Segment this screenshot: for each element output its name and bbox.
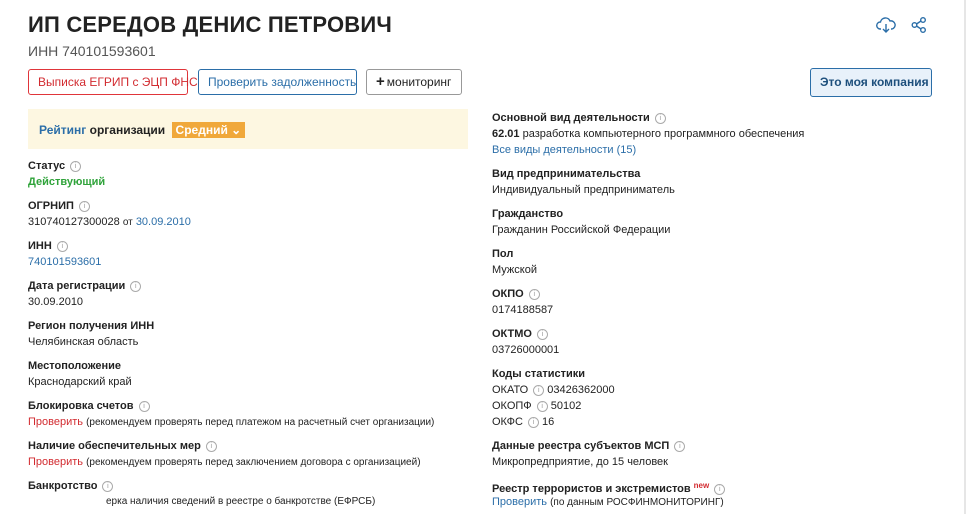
info-icon[interactable]: i <box>537 329 548 340</box>
inn-label: ИНН <box>28 240 52 252</box>
okfs-label: ОКФС <box>492 416 523 428</box>
info-icon[interactable]: i <box>70 161 81 172</box>
status-field <box>28 158 468 190</box>
account-block-label: Блокировка счетов <box>28 400 134 412</box>
inn-subtitle: ИНН 740101593601 <box>28 43 156 59</box>
okopf-value: 50102 <box>550 400 582 412</box>
info-icon[interactable]: i <box>139 401 150 412</box>
bankruptcy-label: Банкротство <box>28 480 98 492</box>
info-icon[interactable]: i <box>537 401 548 412</box>
account-block-field <box>28 398 468 430</box>
info-icon[interactable]: i <box>674 441 685 452</box>
status-value: Действующий <box>28 176 106 188</box>
entrepreneur-field <box>492 166 932 198</box>
chevron-down-icon: ⌄ <box>231 123 242 137</box>
left-column <box>28 158 468 510</box>
security-measures-field <box>28 438 468 470</box>
regdate-value: 30.09.2010 <box>28 296 84 308</box>
citizenship-value: Гражданин Российской Федерации <box>492 224 671 236</box>
entrepreneur-value: Индивидуальный предприниматель <box>492 184 675 196</box>
terror-registry-field <box>492 478 932 510</box>
info-icon[interactable]: i <box>79 201 90 212</box>
region-label: Регион получения ИНН <box>28 320 155 332</box>
regdate-field <box>28 278 468 310</box>
account-block-note: (рекомендуем проверять перед платежом на расчетный счет организации) <box>86 417 435 428</box>
msp-field <box>492 438 932 470</box>
okopf-label: ОКОПФ <box>492 400 532 412</box>
share-icon[interactable] <box>910 16 930 34</box>
check-debt-button[interactable]: Проверить задолженность <box>198 69 357 95</box>
ogrnip-value: 310740127300028 <box>28 216 120 228</box>
region-field <box>28 318 468 350</box>
ogrnip-label: ОГРНИП <box>28 200 74 212</box>
okfs-value: 16 <box>541 416 555 428</box>
terror-registry-check-link[interactable]: Проверить <box>492 496 548 508</box>
location-value: Краснодарский край <box>28 376 132 388</box>
activity-text: разработка компьютерного программного обеспечения <box>522 128 805 140</box>
header-actions <box>876 16 930 34</box>
terror-registry-label: Реестр террористов и экстремистов <box>492 483 691 495</box>
new-badge: new <box>693 481 710 490</box>
monitoring-label: мониторинг <box>386 75 452 89</box>
gender-field <box>492 246 932 278</box>
rating-panel <box>28 109 468 149</box>
egrip-extract-button[interactable]: Выписка ЕГРИП с ЭЦП ФНС <box>28 69 188 95</box>
info-icon[interactable]: i <box>533 385 544 396</box>
account-block-check-link[interactable]: Проверить <box>28 416 84 428</box>
okpo-label: ОКПО <box>492 288 524 300</box>
right-column <box>492 110 932 510</box>
rating-badge[interactable] <box>172 122 246 138</box>
status-label: Статус <box>28 160 66 172</box>
activity-code: 62.01 <box>492 128 520 140</box>
oktmo-field <box>492 326 932 358</box>
ogrnip-from: от <box>122 217 133 228</box>
inn-value-link[interactable]: 740101593601 <box>28 256 102 268</box>
info-icon[interactable]: i <box>57 241 68 252</box>
info-icon[interactable]: i <box>529 289 540 300</box>
activity-label: Основной вид деятельности <box>492 112 650 124</box>
stat-codes-field <box>492 366 932 430</box>
stat-codes-label: Коды статистики <box>492 368 586 380</box>
rating-line <box>39 122 245 138</box>
page-title: ИП СЕРЕДОВ ДЕНИС ПЕТРОВИЧ <box>28 12 393 37</box>
inn-field <box>28 238 468 270</box>
okpo-value: 0174188587 <box>492 304 554 316</box>
rating-badge-label: Средний <box>175 123 228 137</box>
location-label: Местоположение <box>28 360 122 372</box>
msp-value: Микропредприятие, до 15 человек <box>492 456 668 468</box>
citizenship-field <box>492 206 932 238</box>
info-icon[interactable]: i <box>655 113 666 124</box>
info-icon[interactable]: i <box>102 481 113 492</box>
info-icon[interactable]: i <box>528 417 539 428</box>
region-value: Челябинская область <box>28 336 139 348</box>
info-icon[interactable]: i <box>130 281 141 292</box>
activity-field <box>492 110 932 158</box>
info-icon[interactable]: i <box>714 484 725 495</box>
my-company-button[interactable]: Это моя компания <box>810 68 932 97</box>
okato-value: 03426362000 <box>547 384 615 396</box>
msp-label: Данные реестра субъектов МСП <box>492 440 670 452</box>
all-activities-link[interactable]: Все виды деятельности (15) <box>492 144 637 156</box>
citizenship-label: Гражданство <box>492 208 564 220</box>
oktmo-value: 03726000001 <box>492 344 560 356</box>
info-icon[interactable]: i <box>206 441 217 452</box>
regdate-label: Дата регистрации <box>28 280 126 292</box>
entrepreneur-label: Вид предпринимательства <box>492 168 641 180</box>
rating-label: организации <box>89 123 166 137</box>
bankruptcy-note: ерка наличия сведений в реестре о банкротстве (ЕФРСБ) <box>106 496 376 507</box>
plus-icon: + <box>376 73 385 90</box>
gender-label: Пол <box>492 248 514 260</box>
rating-link[interactable]: Рейтинг <box>39 123 87 137</box>
bankruptcy-field <box>28 478 468 510</box>
security-measures-note: (рекомендуем проверять перед заключением договора с организацией) <box>86 457 421 468</box>
ogrnip-field <box>28 198 468 230</box>
okato-label: ОКАТО <box>492 384 529 396</box>
ogrnip-date-link[interactable]: 30.09.2010 <box>135 216 191 228</box>
monitoring-button[interactable] <box>366 69 462 95</box>
security-measures-check-link[interactable]: Проверить <box>28 456 84 468</box>
oktmo-label: ОКТМО <box>492 328 532 340</box>
security-measures-label: Наличие обеспечительных мер <box>28 440 201 452</box>
gender-value: Мужской <box>492 264 537 276</box>
location-field <box>28 358 468 390</box>
okpo-field <box>492 286 932 318</box>
terror-registry-note: (по данным РОСФИНМОНИТОРИНГ) <box>550 497 724 508</box>
cloud-download-icon[interactable] <box>876 16 896 34</box>
